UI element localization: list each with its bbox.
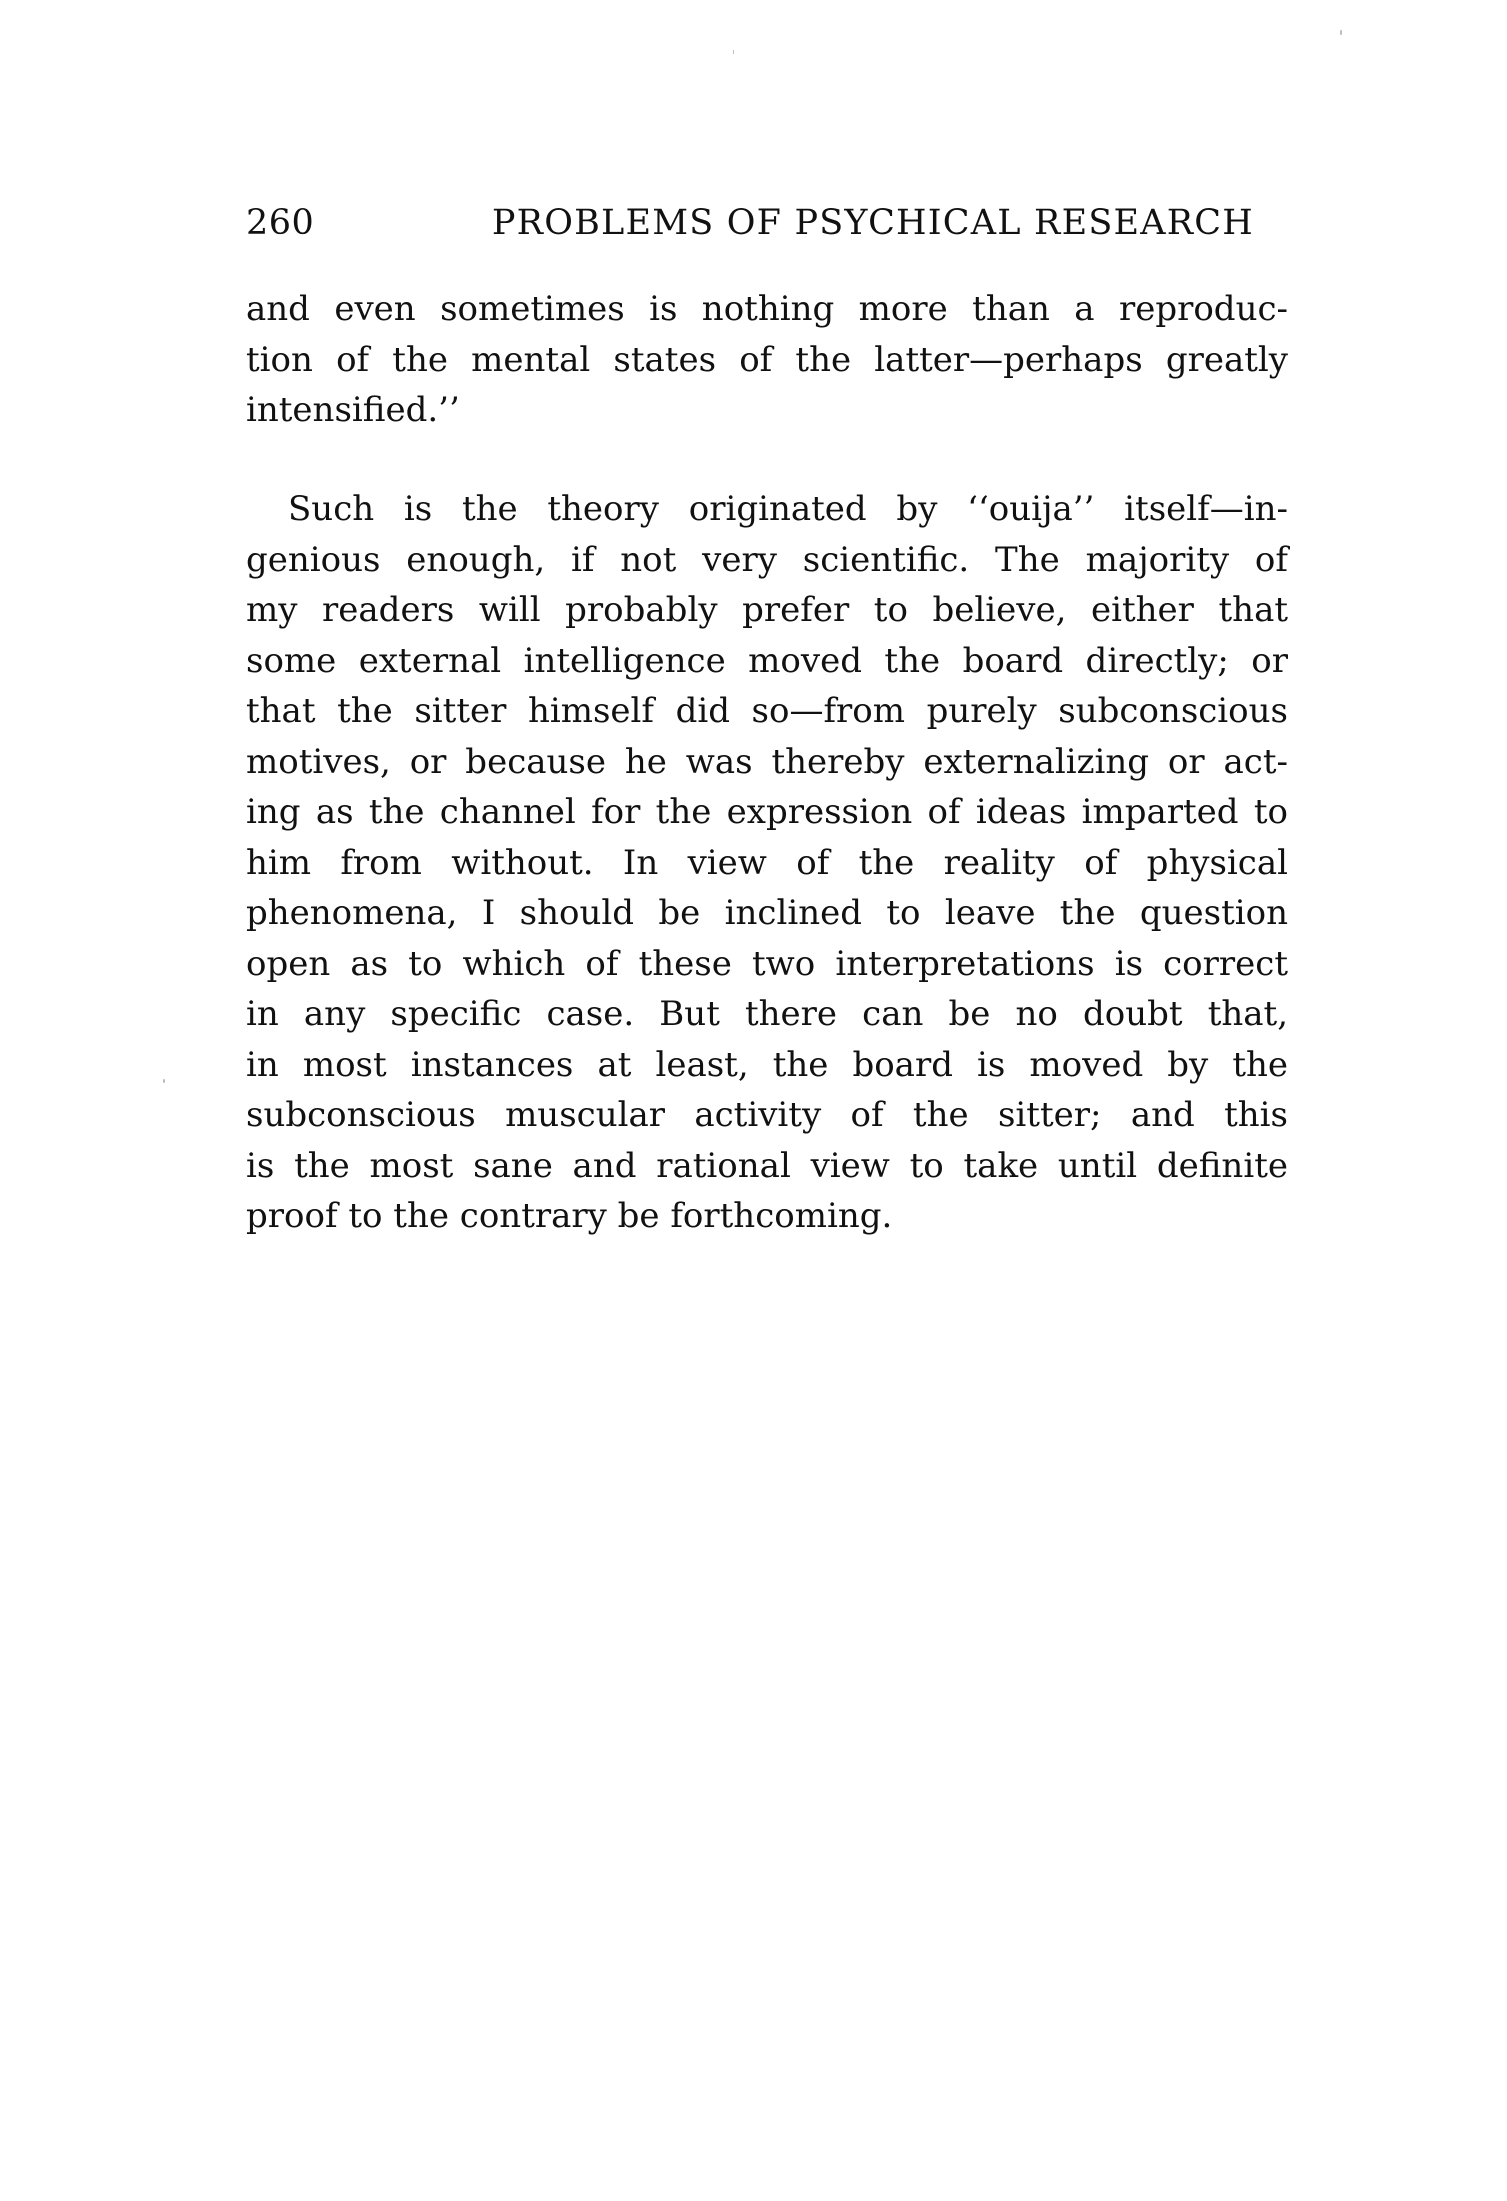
- text-line: genious enough, if not very scientific. The majority of: [246, 539, 1288, 580]
- scan-speck: [163, 1079, 165, 1083]
- text-line: subconscious muscular activity of the sitter; and this: [246, 1095, 1288, 1135]
- continued-paragraph: [246, 284, 1288, 436]
- text-line: ing as the channel for the expression of ideas imparted to: [246, 792, 1288, 832]
- scan-speck: [1340, 30, 1342, 35]
- running-head: [246, 198, 1254, 248]
- text-line: and even sometimes is nothing more than a reproduc-: [246, 289, 1288, 329]
- body-paragraph: [246, 484, 1288, 1242]
- text-line: tion of the mental states of the latter—perhaps greatly: [246, 339, 1288, 380]
- text-line: phenomena, I should be inclined to leave the question: [246, 893, 1288, 933]
- running-title: PROBLEMS OF PSYCHICAL RESEARCH: [491, 203, 1254, 243]
- page-number: 260: [246, 203, 315, 243]
- text-line: Such is the theory originated by ‘‘ouija’’ itself—in-: [288, 489, 1288, 529]
- text-line: motives, or because he was thereby externalizing or act-: [246, 741, 1288, 782]
- text-line: my readers will probably prefer to believe, either that: [246, 590, 1288, 630]
- text-line: in any specific case. But there can be no doubt that,: [246, 994, 1288, 1034]
- text-line: some external intelligence moved the board directly; or: [246, 640, 1288, 681]
- text-line: open as to which of these two interpretations is correct: [246, 943, 1288, 984]
- text-line: that the sitter himself did so—from purely subconscious: [246, 691, 1288, 731]
- text-line: him from without. In view of the reality of physical: [246, 842, 1288, 883]
- text-line: proof to the contrary be forthcoming.: [246, 1196, 893, 1236]
- text-line: intensified.’’: [246, 390, 460, 430]
- text-line: in most instances at least, the board is moved by the: [246, 1044, 1288, 1085]
- scan-speck: [733, 50, 734, 54]
- text-line: is the most sane and rational view to take until definite: [246, 1145, 1288, 1186]
